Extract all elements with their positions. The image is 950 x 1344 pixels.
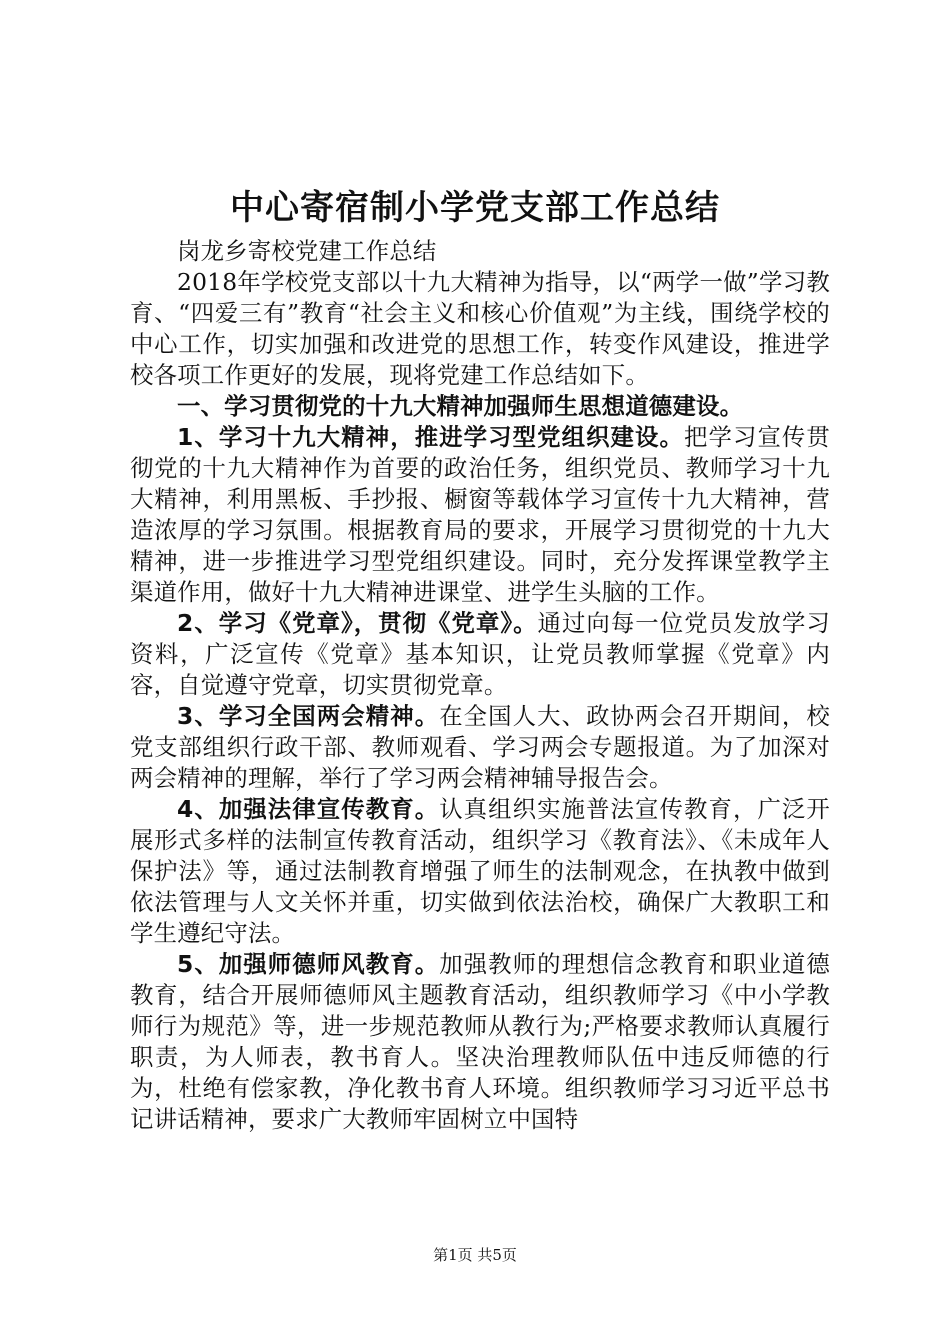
- paragraph-item-1: [130, 422, 830, 608]
- paragraph-text: 把学习宣传贯彻党的十九大精神作为首要的政治任务，组织党员、教师学习十九大精神，利用黑板、手抄报、橱窗等载体学习宣传十九大精神，营造浓厚的学习氛围。根据教育局的要求，开展学习贯彻党的十九大精神，进一步推进学习型党组织建设。同时，充分发挥课堂教学主渠道作用，做好十九大精神进课堂、进学生头脑的工作。: [130, 423, 830, 606]
- paragraph-lead: 2、学习《党章》，贯彻《党章》。: [177, 609, 538, 637]
- paragraph-text: 2018年学校党支部以十九大精神为指导，以“两学一做”学习教育、“四爱三有”教育“社会主义和核心价值观”为主线，围绕学校的中心工作，切实加强和改进党的思想工作，转变作风建设，推进学校各项工作更好的发展，现将党建工作总结如下。: [130, 268, 830, 389]
- paragraph-text: 加强教师的理想信念教育和职业道德教育，结合开展师德师风主题教育活动，组织教师学习《中小学教师行为规范》等，进一步规范教师从教行为;严格要求教师认真履行职责，为人师表，教书育人。坚决治理教师队伍中违反师德的行为，杜绝有偿家教，净化教书育人环境。组织教师学习习近平总书记讲话精神，要求广大教师牢固树立中国特: [130, 950, 830, 1133]
- document-title: 中心寄宿制小学党支部工作总结: [230, 188, 720, 228]
- paragraph-lead: 3、学习全国两会精神。: [177, 702, 440, 730]
- paragraph-lead: 5、加强师德师风教育。: [177, 950, 440, 978]
- paragraph-lead: 1、学习十九大精神，推进学习型党组织建设。: [177, 423, 684, 451]
- paragraph-text: 认真组织实施普法宣传教育，广泛开展形式多样的法制宣传教育活动，组织学习《教育法》、《未成年人保护法》等，通过法制教育增强了师生的法制观念，在执教中做到依法管理与人文关怀并重，切实做到依法治校，确保广大教职工和学生遵纪守法。: [130, 795, 830, 947]
- paragraph-item-2: [130, 608, 830, 701]
- paragraph-subtitle: [130, 236, 830, 267]
- paragraph-lead: 4、加强法律宣传教育。: [177, 795, 440, 823]
- section-heading: [130, 391, 830, 422]
- paragraph-item-4: [130, 794, 830, 949]
- page-footer: 第1页 共5页: [433, 1246, 517, 1264]
- paragraph-item-3: [130, 701, 830, 794]
- document-body: [130, 236, 830, 1135]
- paragraph-text: 在全国人大、政协两会召开期间，校党支部组织行政干部、教师观看、学习两会专题报道。为了加深对两会精神的理解，举行了学习两会精神辅导报告会。: [130, 702, 830, 792]
- paragraph-intro: [130, 267, 830, 391]
- section-heading-text: 一、学习贯彻党的十九大精神加强师生思想道德建设。: [177, 392, 744, 420]
- paragraph-text: 通过向每一位党员发放学习资料，广泛宣传《党章》基本知识，让党员教师掌握《党章》内容，自觉遵守党章，切实贯彻党章。: [130, 609, 830, 699]
- paragraph-text: 岗龙乡寄校党建工作总结: [177, 237, 437, 265]
- paragraph-item-5: [130, 949, 830, 1135]
